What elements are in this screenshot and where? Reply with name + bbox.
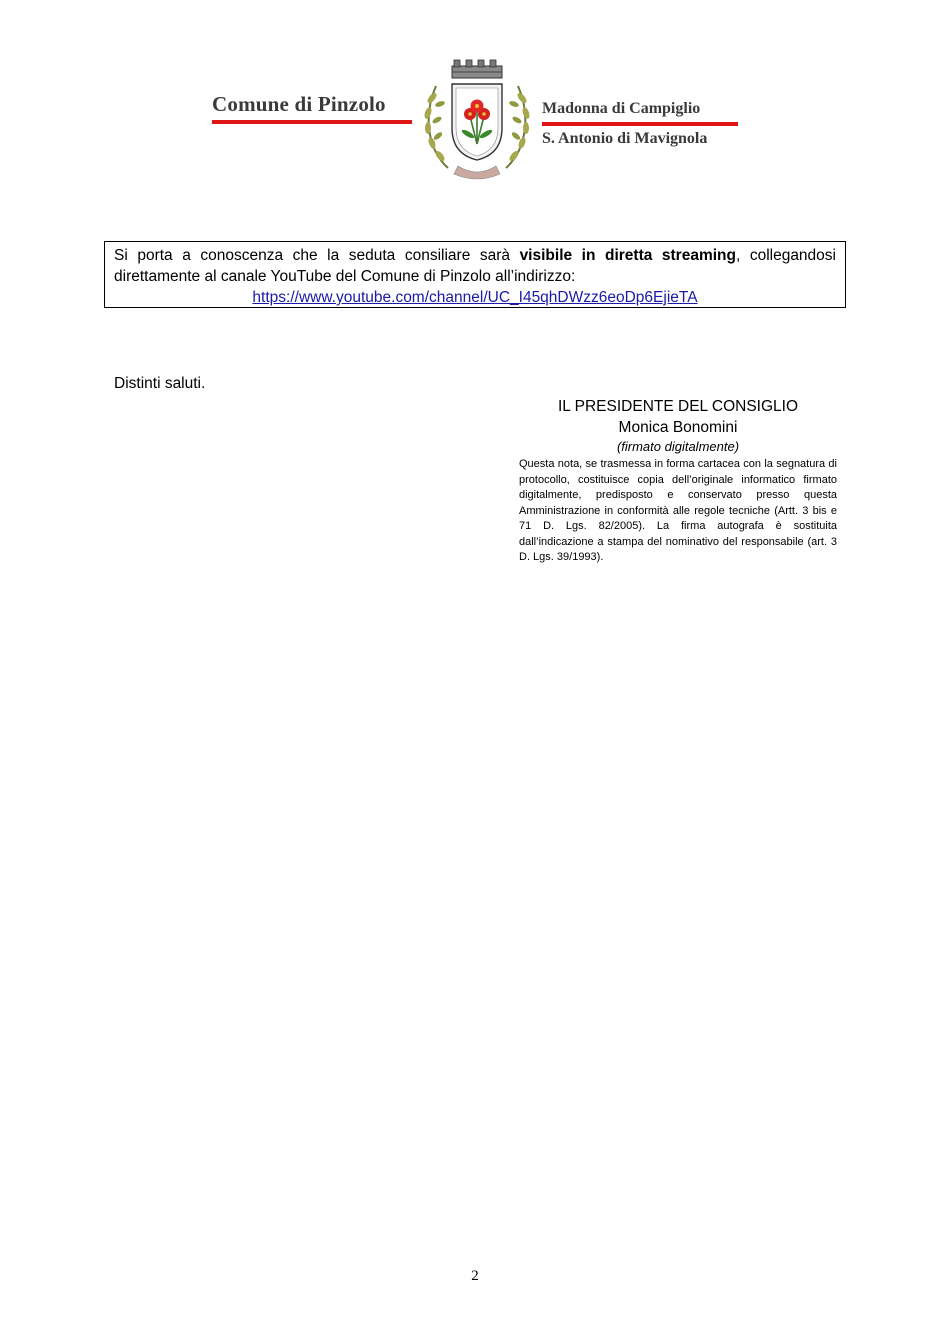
- legal-note: Questa nota, se trasmessa in forma cartacea con la segnatura di protocollo, costituisce copia dell’originale informatico firmato digitalmente, predisposto e conservato presso questa Amministrazione in conformità alle regole tecniche (Artt. 3 bis e 71 D. Lgs. 82/2005). La firma autografa è sostituita dall’indicazione a stampa del nominativo del responsabile (art. 3 D. Lgs. 39/1993).: [519, 458, 837, 563]
- closing-salutation: Distinti saluti.: [114, 375, 206, 392]
- header-right-rule: [542, 122, 738, 126]
- header-left-rule: [212, 120, 412, 124]
- notice-line-2: direttamente al canale YouTube del Comune di Pinzolo all’indirizzo:: [114, 268, 576, 285]
- signer-role: IL PRESIDENTE DEL CONSIGLIO: [557, 398, 799, 415]
- coat-of-arms-icon: [418, 58, 536, 180]
- signature-block: [519, 397, 837, 566]
- municipality-name: Comune di Pinzolo: [212, 92, 386, 116]
- digital-signature-label: (firmato digitalmente): [616, 439, 740, 454]
- youtube-channel-link[interactable]: https://www.youtube.com/channel/UC_I45qhDWzz6eoDp6EjieTA: [252, 289, 698, 306]
- notice-bold-text: visibile in diretta streaming: [519, 247, 736, 264]
- header-left: [212, 92, 412, 124]
- notice-text-end: , collegandosi: [735, 247, 836, 264]
- page-number: 2: [471, 1268, 479, 1284]
- streaming-notice-box: [104, 241, 846, 308]
- notice-text-start: Si porta a conoscenza che la seduta consiliare sarà: [114, 247, 520, 264]
- signer-name: Monica Bonomini: [618, 419, 738, 436]
- header-right: [542, 100, 742, 148]
- notice-line-1: [114, 245, 836, 266]
- hamlet-name-1: Madonna di Campiglio: [542, 100, 701, 117]
- notice-link-line: [114, 287, 836, 308]
- hamlet-name-2: S. Antonio di Mavignola: [542, 130, 708, 147]
